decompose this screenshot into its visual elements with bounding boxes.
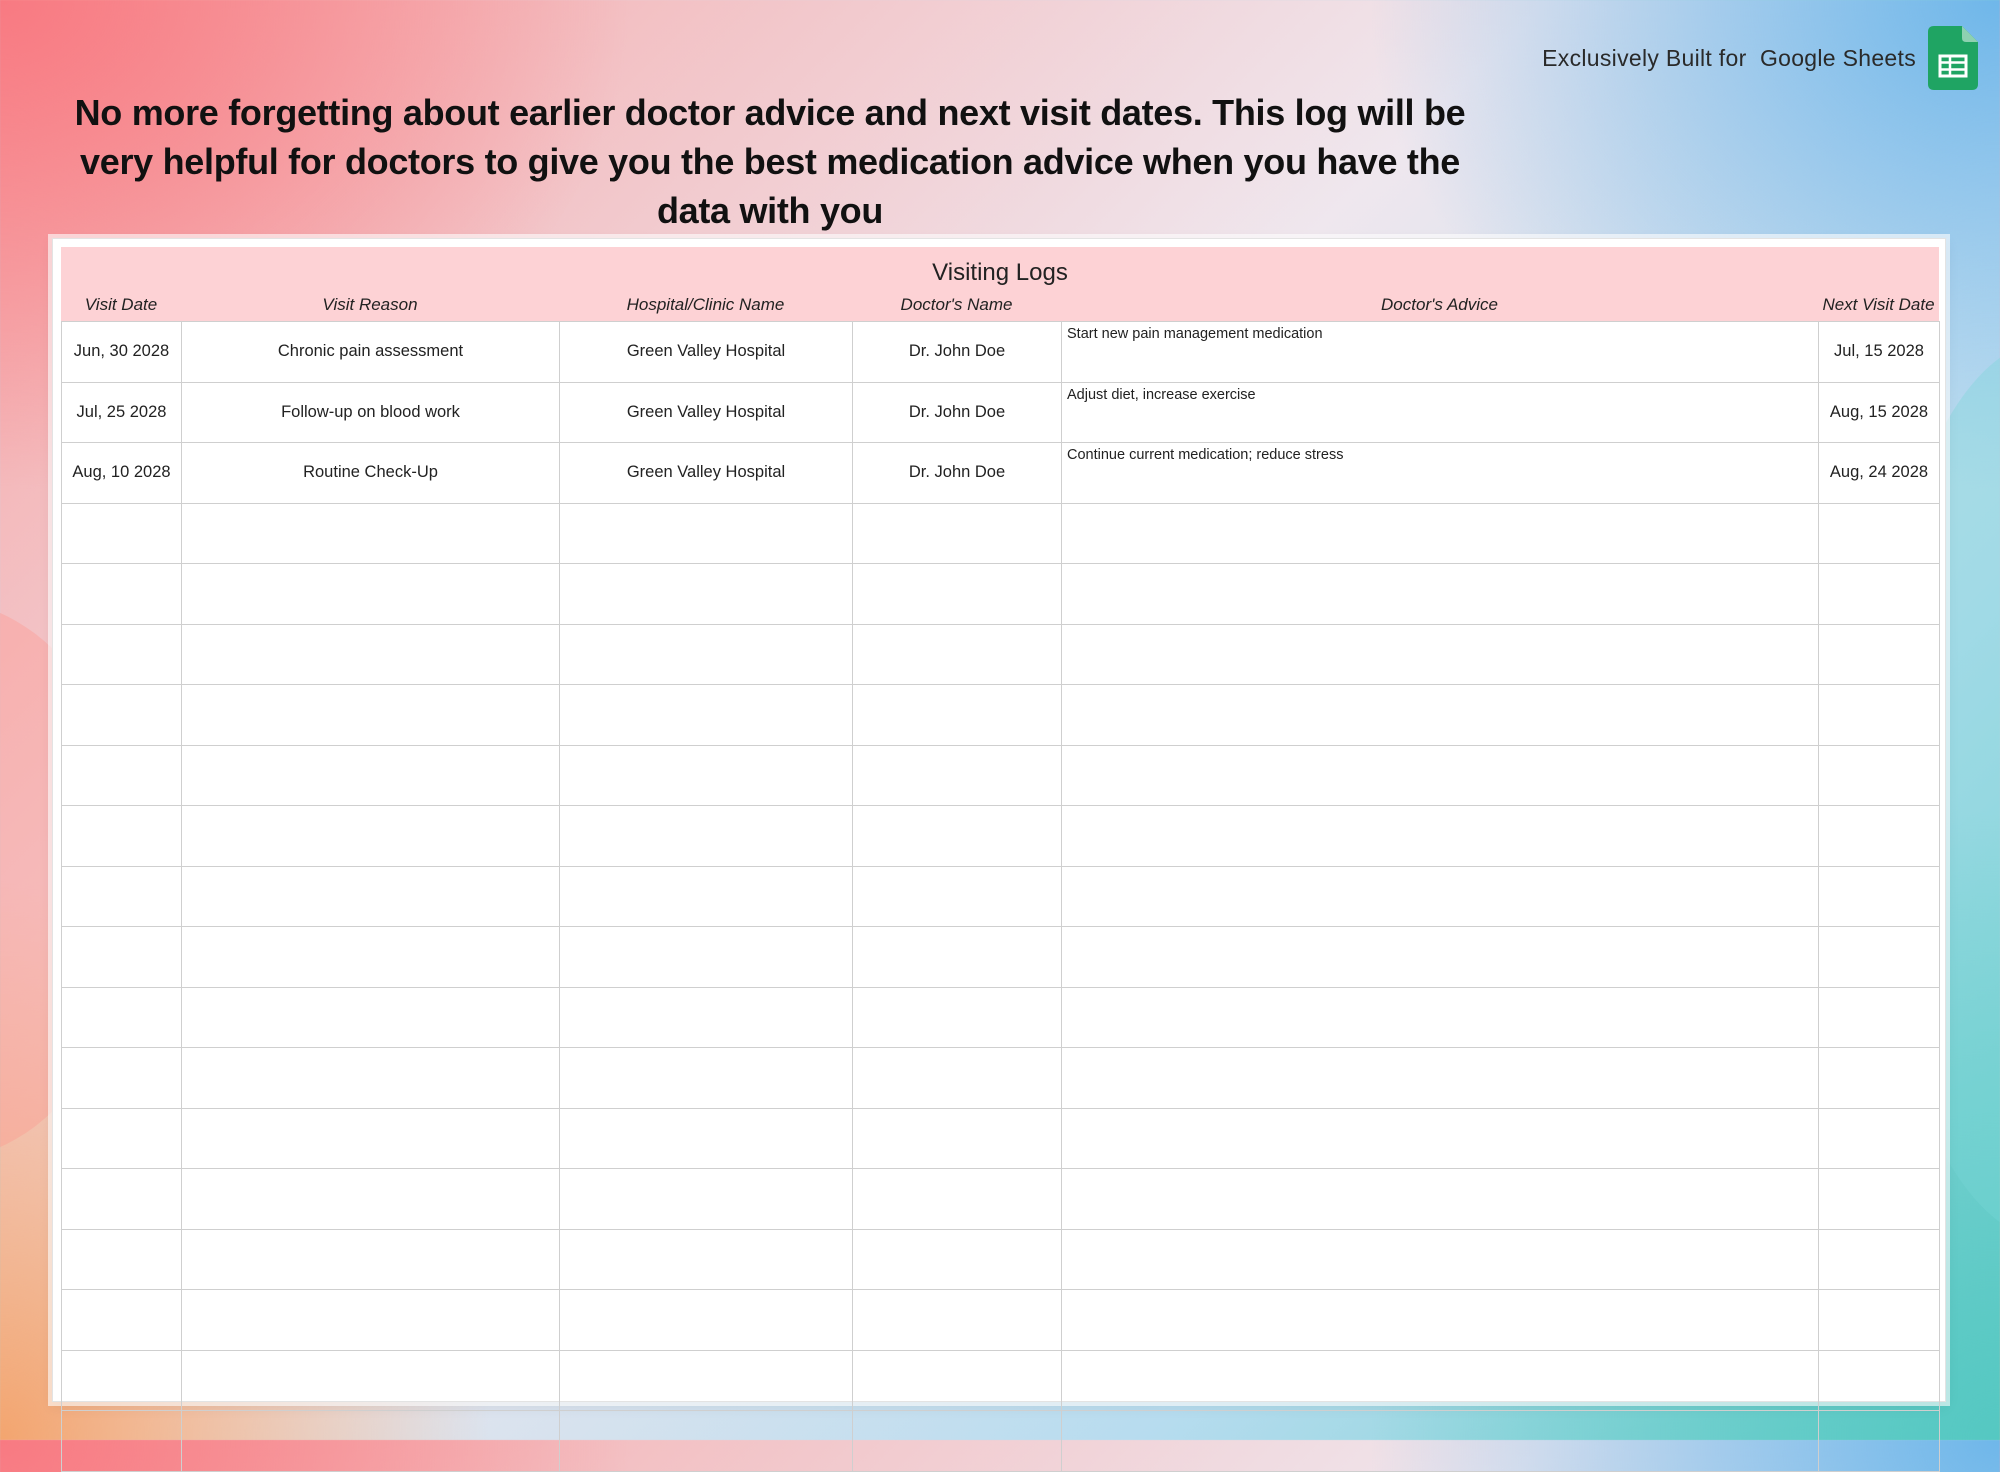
- visit-date-cell[interactable]: [62, 1048, 182, 1109]
- visit-reason-cell[interactable]: [182, 1169, 560, 1230]
- next-visit-date-cell[interactable]: [1819, 564, 1940, 625]
- visit-reason-cell[interactable]: Routine Check-Up: [182, 443, 560, 504]
- visit-reason-cell[interactable]: [182, 1108, 560, 1169]
- doctor-name-cell[interactable]: [853, 745, 1062, 806]
- doctor-advice-cell[interactable]: [1062, 745, 1819, 806]
- visit-date-cell[interactable]: [62, 1229, 182, 1290]
- doctor-advice-cell[interactable]: [1062, 1229, 1819, 1290]
- doctor-name-cell[interactable]: Dr. John Doe: [853, 443, 1062, 504]
- doctor-name-cell[interactable]: [853, 1108, 1062, 1169]
- headline: No more forgetting about earlier doctor advice and next visit dates. This log will be very helpful for doctors to give you the best medication advice when you have the data with you: [74, 92, 1466, 231]
- next-visit-date-cell[interactable]: [1819, 1350, 1940, 1411]
- column-header-visit-date: Visit Date: [84, 295, 158, 314]
- doctor-advice-cell[interactable]: [1062, 927, 1819, 988]
- empty-table-row: [62, 927, 1940, 988]
- doctor-name-cell[interactable]: [853, 503, 1062, 564]
- visit-date-cell[interactable]: [62, 745, 182, 806]
- doctor-name-cell[interactable]: [853, 624, 1062, 685]
- next-visit-date-cell[interactable]: [1819, 1290, 1940, 1351]
- empty-table-row: [62, 1169, 1940, 1230]
- doctor-advice-cell[interactable]: Start new pain management medication: [1062, 322, 1819, 383]
- empty-table-row: [62, 624, 1940, 685]
- doctor-name-cell[interactable]: [853, 1290, 1062, 1351]
- table-row: [62, 382, 1940, 443]
- table-row: [62, 322, 1940, 383]
- sheet-panel: [52, 238, 1946, 1402]
- empty-table-row: [62, 1350, 1940, 1411]
- visit-reason-cell[interactable]: [182, 1350, 560, 1411]
- hospital-cell[interactable]: [560, 1350, 853, 1411]
- visit-reason-cell[interactable]: Follow-up on blood work: [182, 382, 560, 443]
- hospital-cell[interactable]: [560, 866, 853, 927]
- hospital-cell[interactable]: [560, 1108, 853, 1169]
- doctor-name-cell[interactable]: [853, 866, 1062, 927]
- next-visit-date-cell[interactable]: [1819, 1048, 1940, 1109]
- branding-text: [1542, 45, 1916, 72]
- doctor-name-cell[interactable]: [853, 1048, 1062, 1109]
- doctor-advice-cell[interactable]: [1062, 1350, 1819, 1411]
- branding: [1542, 26, 1978, 90]
- doctor-name-cell[interactable]: [853, 564, 1062, 625]
- next-visit-date-cell[interactable]: [1819, 866, 1940, 927]
- column-header-next-visit-date: Next Visit Date: [1822, 295, 1935, 314]
- doctor-advice-cell[interactable]: [1062, 1048, 1819, 1109]
- column-header-hospital-clinic-name: Hospital/Clinic Name: [626, 295, 785, 314]
- visit-date-cell[interactable]: Jun, 30 2028: [62, 322, 182, 383]
- visit-date-cell[interactable]: [62, 624, 182, 685]
- doctor-advice-cell[interactable]: [1062, 1411, 1819, 1472]
- doctor-advice-cell[interactable]: [1062, 1108, 1819, 1169]
- empty-table-row: [62, 1229, 1940, 1290]
- visit-date-cell[interactable]: [62, 1290, 182, 1351]
- visit-date-cell[interactable]: [62, 503, 182, 564]
- next-visit-date-cell[interactable]: [1819, 745, 1940, 806]
- visit-date-cell[interactable]: [62, 987, 182, 1048]
- empty-table-row: [62, 1290, 1940, 1351]
- hospital-cell[interactable]: [560, 685, 853, 746]
- empty-table-row: [62, 564, 1940, 625]
- empty-table-row: [62, 745, 1940, 806]
- visit-reason-cell[interactable]: [182, 987, 560, 1048]
- empty-table-row: [62, 1411, 1940, 1472]
- sheet-title: Visiting Logs: [932, 259, 1068, 286]
- doctor-advice-cell[interactable]: [1062, 806, 1819, 867]
- empty-table-row: [62, 866, 1940, 927]
- doctor-name-cell[interactable]: [853, 806, 1062, 867]
- doctor-advice-cell[interactable]: [1062, 564, 1819, 625]
- visit-date-cell[interactable]: [62, 564, 182, 625]
- hospital-cell[interactable]: [560, 745, 853, 806]
- next-visit-date-cell[interactable]: [1819, 806, 1940, 867]
- visit-reason-cell[interactable]: Chronic pain assessment: [182, 322, 560, 383]
- hospital-cell[interactable]: [560, 1169, 853, 1230]
- next-visit-date-cell[interactable]: [1819, 1169, 1940, 1230]
- doctor-name-cell[interactable]: [853, 1169, 1062, 1230]
- column-header-doctors-advice: Doctor's Advice: [1381, 295, 1498, 314]
- empty-table-row: [62, 1108, 1940, 1169]
- hospital-cell[interactable]: [560, 503, 853, 564]
- branding-prefix: Exclusively Built for: [1542, 44, 1747, 71]
- column-header-doctors-name: Doctor's Name: [900, 295, 1013, 314]
- empty-table-row: [62, 806, 1940, 867]
- visit-date-cell[interactable]: [62, 1169, 182, 1230]
- hospital-cell[interactable]: [560, 987, 853, 1048]
- hospital-cell[interactable]: [560, 624, 853, 685]
- visit-date-cell[interactable]: [62, 685, 182, 746]
- visit-date-cell[interactable]: [62, 1350, 182, 1411]
- hospital-cell[interactable]: [560, 564, 853, 625]
- next-visit-date-cell[interactable]: [1819, 1411, 1940, 1472]
- hospital-cell[interactable]: [560, 1290, 853, 1351]
- visit-date-cell[interactable]: [62, 927, 182, 988]
- hospital-cell[interactable]: [560, 806, 853, 867]
- visit-reason-cell[interactable]: [182, 503, 560, 564]
- empty-table-row: [62, 987, 1940, 1048]
- empty-table-row: [62, 503, 1940, 564]
- hospital-cell[interactable]: [560, 1411, 853, 1472]
- doctor-advice-cell[interactable]: [1062, 503, 1819, 564]
- next-visit-date-cell[interactable]: Aug, 15 2028: [1819, 382, 1940, 443]
- doctor-name-cell[interactable]: [853, 1229, 1062, 1290]
- next-visit-date-cell[interactable]: [1819, 1229, 1940, 1290]
- doctor-advice-cell[interactable]: [1062, 624, 1819, 685]
- next-visit-date-cell[interactable]: [1819, 987, 1940, 1048]
- hospital-cell[interactable]: [560, 1229, 853, 1290]
- next-visit-date-cell[interactable]: [1819, 685, 1940, 746]
- visit-reason-cell[interactable]: [182, 1411, 560, 1472]
- doctor-advice-cell[interactable]: [1062, 1290, 1819, 1351]
- doctor-advice-cell[interactable]: [1062, 685, 1819, 746]
- empty-table-row: [62, 685, 1940, 746]
- visit-date-cell[interactable]: [62, 1108, 182, 1169]
- doctor-advice-cell[interactable]: Adjust diet, increase exercise: [1062, 382, 1819, 443]
- doctor-name-cell[interactable]: [853, 1411, 1062, 1472]
- doctor-advice-cell[interactable]: [1062, 987, 1819, 1048]
- visit-date-cell[interactable]: [62, 1411, 182, 1472]
- visit-reason-cell[interactable]: [182, 685, 560, 746]
- doctor-advice-cell[interactable]: Continue current medication; reduce stress: [1062, 443, 1819, 504]
- doctor-name-cell[interactable]: [853, 927, 1062, 988]
- doctor-name-cell[interactable]: Dr. John Doe: [853, 382, 1062, 443]
- visit-date-cell[interactable]: Jul, 25 2028: [62, 382, 182, 443]
- visit-reason-cell[interactable]: [182, 927, 560, 988]
- visit-date-cell[interactable]: Aug, 10 2028: [62, 443, 182, 504]
- hospital-cell[interactable]: Green Valley Hospital: [560, 382, 853, 443]
- visiting-logs-table: [61, 321, 1940, 1472]
- visit-reason-cell[interactable]: [182, 624, 560, 685]
- doctor-name-cell[interactable]: Dr. John Doe: [853, 322, 1062, 383]
- next-visit-date-cell[interactable]: [1819, 624, 1940, 685]
- visit-reason-cell[interactable]: [182, 745, 560, 806]
- visit-date-cell[interactable]: [62, 806, 182, 867]
- hospital-cell[interactable]: Green Valley Hospital: [560, 443, 853, 504]
- next-visit-date-cell[interactable]: Aug, 24 2028: [1819, 443, 1940, 504]
- visit-reason-cell[interactable]: [182, 1229, 560, 1290]
- next-visit-date-cell[interactable]: [1819, 1108, 1940, 1169]
- hospital-cell[interactable]: [560, 1048, 853, 1109]
- empty-table-row: [62, 1048, 1940, 1109]
- visit-reason-cell[interactable]: [182, 564, 560, 625]
- hospital-cell[interactable]: [560, 927, 853, 988]
- doctor-advice-cell[interactable]: [1062, 1169, 1819, 1230]
- visit-date-cell[interactable]: [62, 866, 182, 927]
- visit-reason-cell[interactable]: [182, 806, 560, 867]
- google-sheets-icon: [1928, 26, 1978, 90]
- next-visit-date-cell[interactable]: [1819, 927, 1940, 988]
- visit-reason-cell[interactable]: [182, 1290, 560, 1351]
- doctor-name-cell[interactable]: [853, 685, 1062, 746]
- visit-reason-cell[interactable]: [182, 866, 560, 927]
- next-visit-date-cell[interactable]: Jul, 15 2028: [1819, 322, 1940, 383]
- visit-reason-cell[interactable]: [182, 1048, 560, 1109]
- table-body: [62, 322, 1940, 1472]
- next-visit-date-cell[interactable]: [1819, 503, 1940, 564]
- hospital-cell[interactable]: Green Valley Hospital: [560, 322, 853, 383]
- doctor-name-cell[interactable]: [853, 1350, 1062, 1411]
- column-header-visit-reason: Visit Reason: [322, 295, 418, 314]
- table-row: [62, 443, 1940, 504]
- branding-product: Google Sheets: [1759, 44, 1916, 71]
- doctor-advice-cell[interactable]: [1062, 866, 1819, 927]
- doctor-name-cell[interactable]: [853, 987, 1062, 1048]
